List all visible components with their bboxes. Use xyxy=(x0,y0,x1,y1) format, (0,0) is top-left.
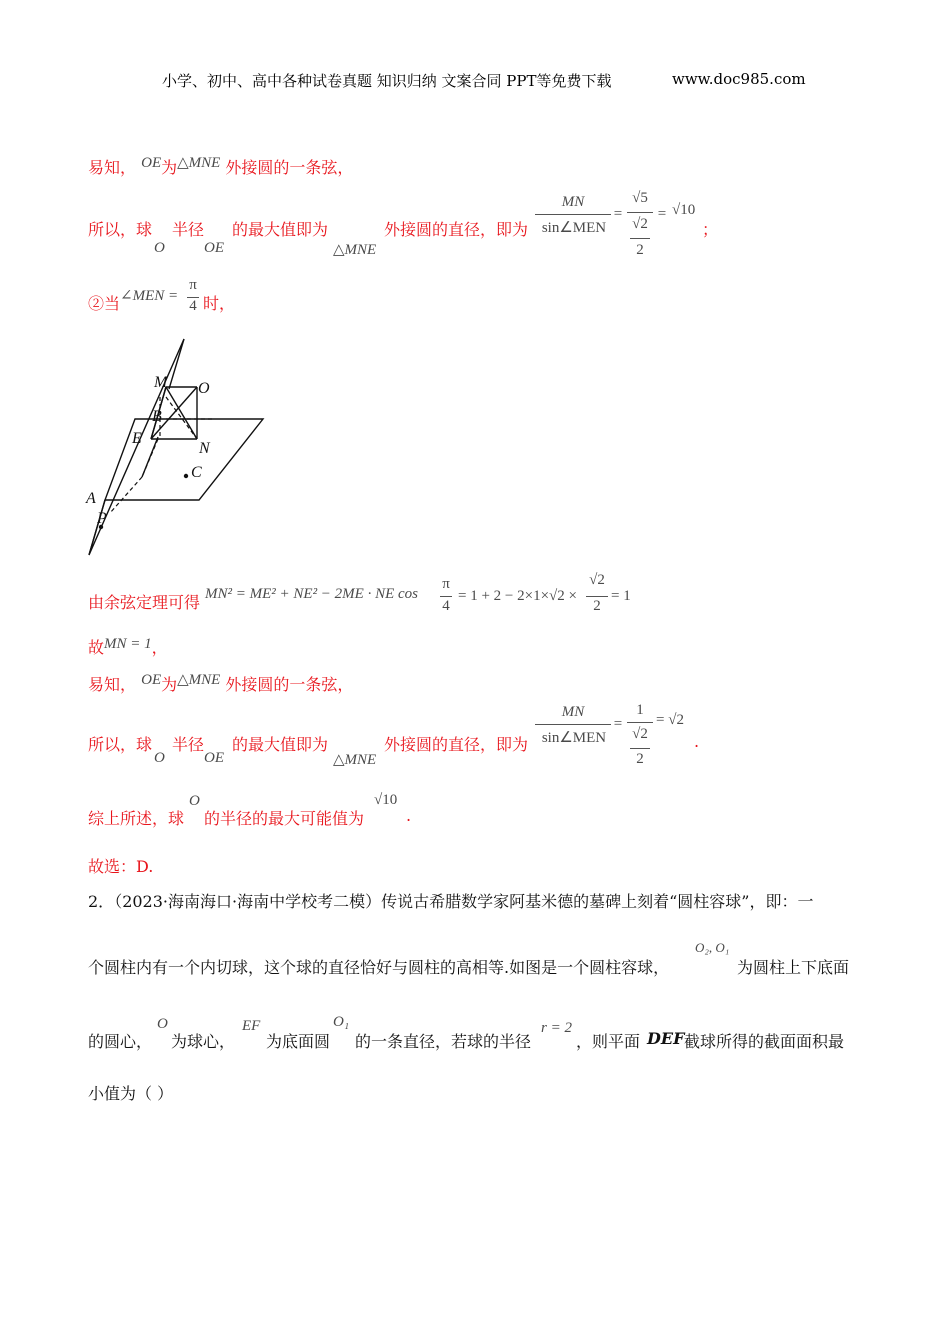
b4-one: 1 xyxy=(636,702,644,718)
plane-2 xyxy=(105,419,263,500)
b4-end: . xyxy=(694,732,700,751)
p2-l4: 小值为（ ） xyxy=(88,1084,174,1103)
b2-four: 4 xyxy=(189,298,197,314)
dashed-1 xyxy=(166,397,197,439)
text: 易知， xyxy=(88,158,137,177)
b4-l2-b: 半径 xyxy=(172,735,205,754)
b4-l2-d: 外接圆的直径，即为 xyxy=(384,735,529,754)
b1-l2-d: 外接圆的直径，即为 xyxy=(384,220,529,239)
b4-r2: √2 xyxy=(632,726,648,742)
p2-l3-f: 截球所得的截面面积最 xyxy=(684,1032,845,1051)
p2-l3-c: 为底面圆 xyxy=(266,1032,331,1051)
point-c xyxy=(184,474,188,478)
b4-frac-den: sin∠MEN xyxy=(541,730,607,746)
b1-l2-a: 所以，球 xyxy=(88,220,153,239)
p2-line1 xyxy=(88,889,813,912)
b4-bar2 xyxy=(627,722,653,723)
b2-angle: ∠MEN = xyxy=(120,288,179,304)
text: 故 xyxy=(88,638,105,657)
b1-l2-b: 半径 xyxy=(172,220,205,239)
label-p: P xyxy=(97,510,107,527)
b4-sub-tri: △MNE xyxy=(333,752,377,768)
b2-end: 时， xyxy=(203,294,236,313)
label-a: A xyxy=(86,490,96,507)
b1-r2: √2 xyxy=(632,216,648,232)
b4-sub-oe: OE xyxy=(204,750,224,766)
text: 易知， xyxy=(88,675,137,694)
text: 外接圆的一条弦， xyxy=(225,675,354,694)
text: 外接圆的一条弦， xyxy=(225,158,354,177)
b1-bar3 xyxy=(630,238,650,239)
label-n: N xyxy=(199,440,210,457)
summary-b: 的半径的最大可能值为 xyxy=(204,809,365,828)
b1-frac-num: MN xyxy=(561,194,585,210)
label-c: C xyxy=(191,464,202,481)
b4-sub-o: O xyxy=(154,750,165,766)
text: 为 xyxy=(161,675,178,694)
answer: 故选：D. xyxy=(88,857,154,876)
b1-eq: = xyxy=(613,206,623,222)
p2-l3-a: 的圆心， xyxy=(88,1032,153,1051)
b2-pi: π xyxy=(189,277,197,293)
p2-l3-o1: O₁ xyxy=(333,1014,350,1030)
b1-line1 xyxy=(88,155,353,178)
p2-l2-a: 个圆柱内有一个内切球，这个球的直径恰好与圆柱的高相等.如图是一个圆柱容球， xyxy=(88,958,670,977)
p2-l2-math: O₂, O₁ xyxy=(695,940,730,955)
label-b: B xyxy=(152,408,162,425)
header-site[interactable]: www.doc985.com xyxy=(672,70,806,88)
summary-a: 综上所述，球 xyxy=(88,809,185,828)
edge-mn xyxy=(166,387,197,439)
math-oe: OE xyxy=(141,672,162,688)
b4-l2-c: 的最大值即为 xyxy=(232,735,329,754)
b1-sub-tri: △MNE xyxy=(333,242,377,258)
b2-label: ②当 xyxy=(88,294,121,313)
math-tri: △MNE xyxy=(177,672,221,688)
b3-expr: MN² = ME² + NE² − 2ME · NE cos xyxy=(205,586,419,602)
p2-l3-d: 的一条直径，若球的半径 xyxy=(355,1032,532,1051)
geometry-figure xyxy=(80,335,280,560)
summary-o: O xyxy=(189,793,200,809)
b3-end: = 1 xyxy=(611,588,631,604)
plane-1-inner-edge xyxy=(142,437,158,477)
text: （2023·海南海口·海南中学校考二模）传说古希腊数学家阿基米德的墓碑上刻着“圆柱容球”，即：一 xyxy=(114,892,814,911)
b1-eq2: = xyxy=(657,206,667,222)
summary-val: √10 xyxy=(374,792,398,808)
b4-line1 xyxy=(88,672,353,695)
b1-two: 2 xyxy=(636,242,644,258)
p2-l3-o: O xyxy=(157,1016,168,1032)
math-oe: OE xyxy=(141,155,162,171)
p2-l3-b: 为球心， xyxy=(171,1032,236,1051)
b4-l2-a: 所以，球 xyxy=(88,735,153,754)
b3-bar xyxy=(440,596,452,597)
summary-end: . xyxy=(406,806,412,825)
b1-bar2 xyxy=(627,212,653,213)
b3-mid: = 1 + 2 − 2×1×√2 × xyxy=(458,588,577,604)
label-e: E xyxy=(132,430,142,447)
question-number: 2． xyxy=(88,892,115,911)
b1-result: √10 xyxy=(672,202,696,218)
b3-bar2 xyxy=(586,596,608,597)
b1-frac-den: sin∠MEN xyxy=(541,220,607,236)
label-m: M xyxy=(154,374,168,391)
math-tri: △MNE xyxy=(177,155,221,171)
b1-end: ； xyxy=(702,220,719,239)
b3-two: 2 xyxy=(593,598,601,614)
header-left: 小学、初中、高中各种试卷真题 知识归纳 文案合同 PPT等免费下载 xyxy=(162,72,612,90)
text: 为 xyxy=(161,158,178,177)
b4-frac-bar xyxy=(535,724,611,725)
p2-l2-b: 为圆柱上下底面 xyxy=(737,958,850,977)
b1-r5: √5 xyxy=(632,190,648,206)
text: ， xyxy=(151,638,168,657)
b3-r2: √2 xyxy=(589,572,605,588)
b3-pi: π xyxy=(442,576,450,592)
plane-1-top-edge xyxy=(169,339,184,389)
b1-sub-oe: OE xyxy=(204,240,224,256)
label-o: O xyxy=(198,380,210,397)
b1-frac-bar xyxy=(535,214,611,215)
math-mn1: MN = 1 xyxy=(104,636,152,652)
b1-sub-o: O xyxy=(154,240,165,256)
b4-bar3 xyxy=(630,748,650,749)
b3-four: 4 xyxy=(442,598,450,614)
p2-l3-e: ，则平面 xyxy=(576,1032,641,1051)
b4-frac-num: MN xyxy=(561,704,585,720)
p2-l3-ef: EF xyxy=(242,1018,261,1034)
b4-eq: = xyxy=(613,716,623,732)
b4-result: = √2 xyxy=(656,712,684,728)
b3-gu-line xyxy=(88,635,168,658)
p2-l3-r: r = 2 xyxy=(541,1020,572,1036)
b1-l2-c: 的最大值即为 xyxy=(232,220,329,239)
b4-two: 2 xyxy=(636,751,644,767)
b3-label: 由余弦定理可得 xyxy=(88,593,201,612)
p2-l3-def: DEF xyxy=(647,1029,685,1048)
